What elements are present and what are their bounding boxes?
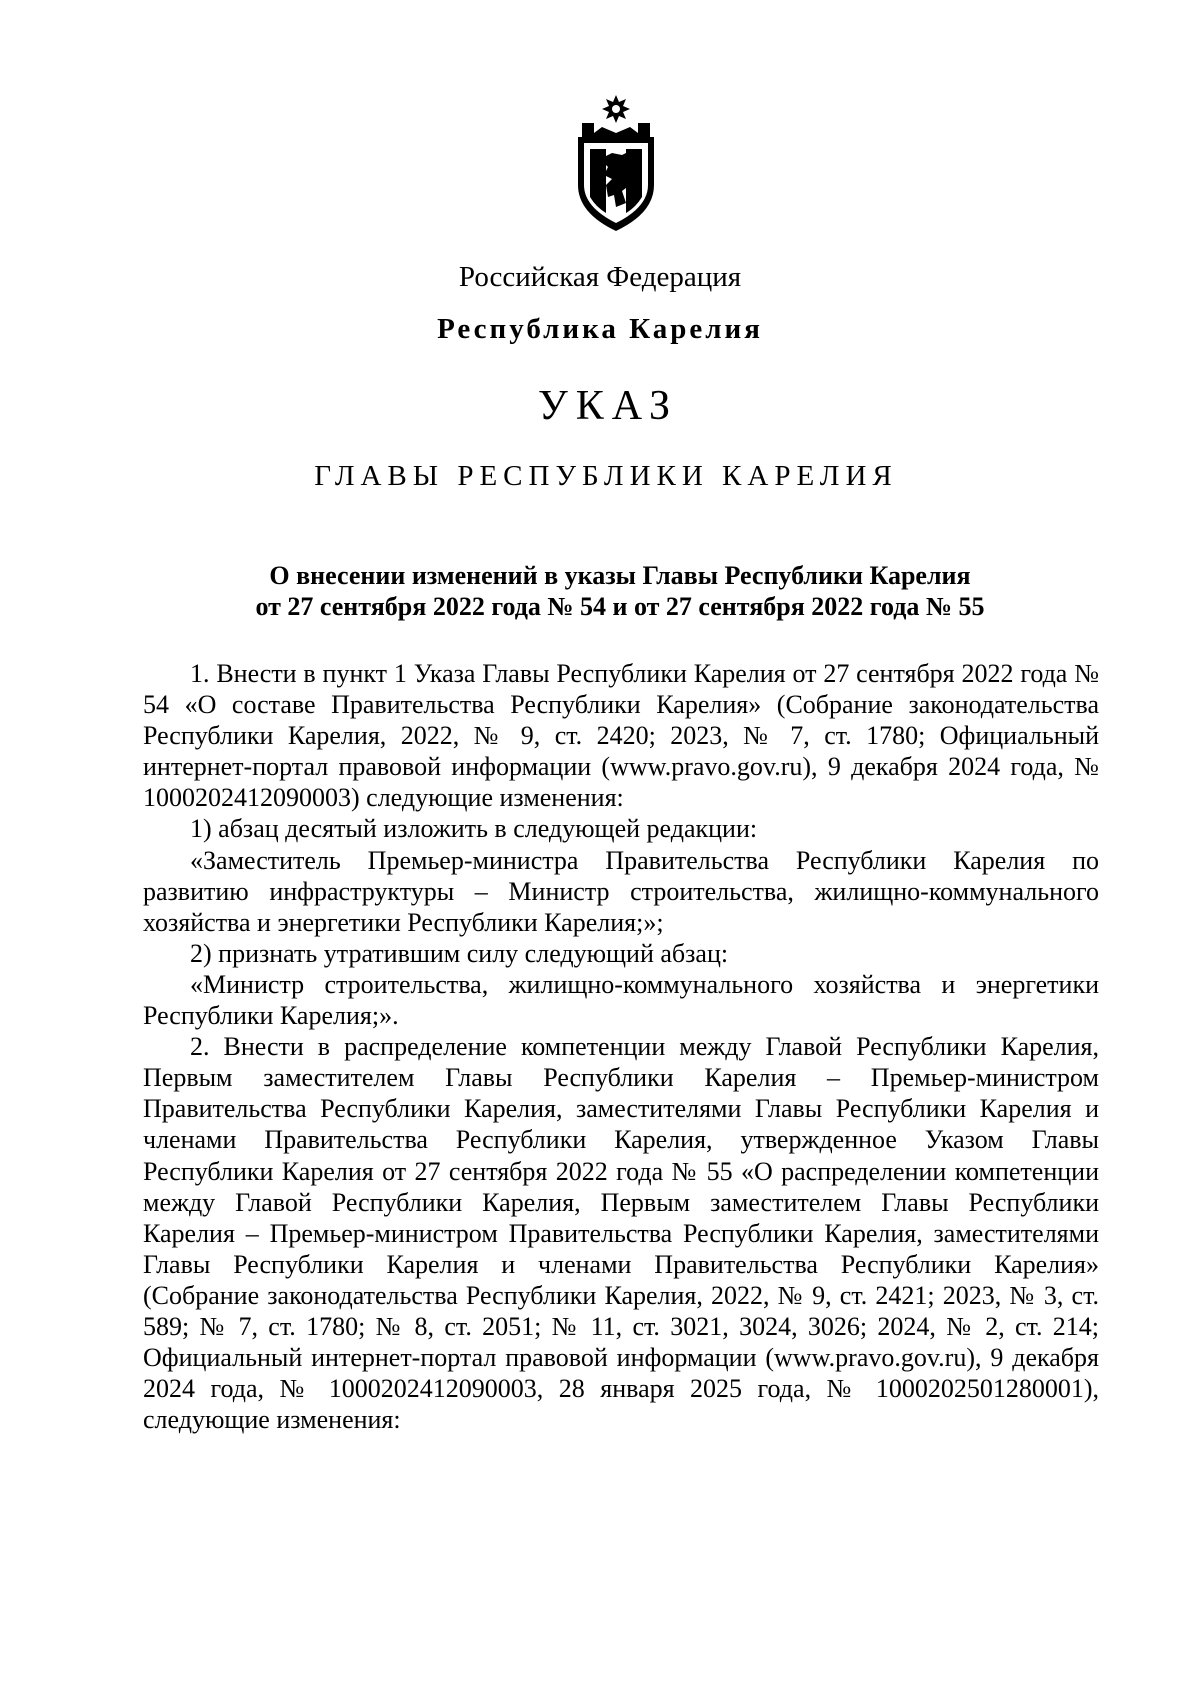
paragraph: 1) абзац десятый изложить в следующей редакции: bbox=[190, 814, 758, 844]
document-type: УКАЗ bbox=[537, 383, 679, 429]
title-line-1: О внесении изменений в указы Главы Республики Карелия bbox=[269, 561, 971, 590]
paragraph: 2) признать утратившим силу следующий абзац: bbox=[190, 938, 729, 968]
header-republic: Республика Карелия bbox=[437, 313, 763, 345]
title-line-2: от 27 сентября 2022 года № 54 и от 27 сентября 2022 года № 55 bbox=[255, 592, 985, 621]
header-country: Российская Федерация bbox=[458, 261, 742, 293]
document-body bbox=[143, 658, 1099, 1435]
document-title bbox=[140, 560, 1100, 622]
paragraph: «Министр строительства, жилищно-коммунального хозяйства и энергетики Республики Карелия;». bbox=[143, 969, 1099, 1031]
paragraph: 1. Внести в пункт 1 Указа Главы Республики Карелия от 27 сентября 2022 года № 54 «О составе Правительства Республики Карелия» (Собрание законодательства Республики Карелия, 2022, № 9, ст. 2420; 2023, № 7, ст. 1780; Официальный интернет-портал правовой информации (www.pravo.gov.ru), 9 декабря 2024 года, № 1000202412090003) следующие изменения: bbox=[143, 659, 1099, 813]
paragraph: 2. Внести в распределение компетенции между Главой Республики Карелия, Первым заместителем Главы Республики Карелия – Премьер-министром Правительства Республики Карелия, заместителями Главы Республики Карелия и членами Правительства Республики Карелия, утвержденное Указом Главы Республики Карелия от 27 сентября 2022 года № 55 «О распределении компетенции между Главой Республики Карелия, Первым заместителем Главы Республики Карелия – Премьер-министром Правительства Республики Карелия, заместителями Главы Республики Карелия и членами Правительства Республики Карелия» (Собрание законодательства Республики Карелия, 2022, № 9, ст. 2421; 2023, № 3, ст. 589; № 7, ст. 1780; № 8, ст. 2051; № 11, ст. 3021, 3024, 3026; 2024, № 2, ст. 214; Официальный интернет-портал правовой информации (www.pravo.gov.ru), 9 декабря 2024 года, № 1000202412090003, 28 января 2025 года, № 1000202501280001), следующие изменения: bbox=[143, 1032, 1099, 1435]
karelia-coat-of-arms-icon bbox=[568, 93, 664, 233]
document-issuer: ГЛАВЫ РЕСПУБЛИКИ КАРЕЛИЯ bbox=[314, 460, 898, 492]
paragraph: «Заместитель Премьер-министра Правительства Республики Карелия по развитию инфраструктуры – Министр строительства, жилищно-коммунального хозяйства и энергетики Республики Карелия;»; bbox=[143, 845, 1099, 937]
